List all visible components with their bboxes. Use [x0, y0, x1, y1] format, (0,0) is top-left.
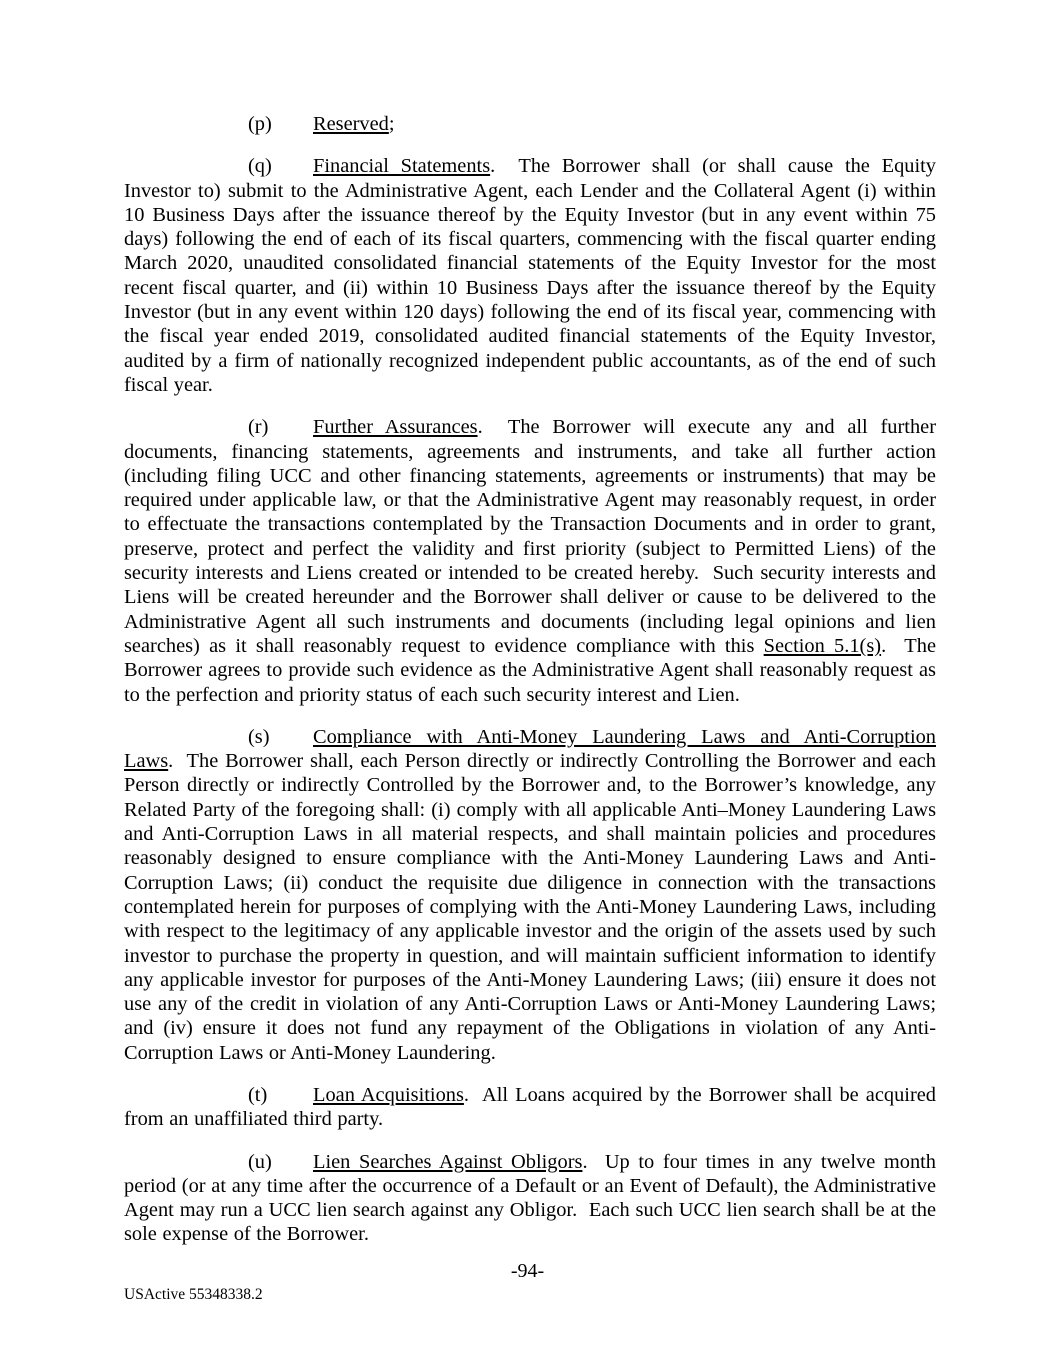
section-heading: Loan Acquisitions: [313, 1083, 464, 1106]
section-p: [124, 112, 936, 136]
section-heading: Further Assurances: [313, 416, 478, 439]
section-body: The Borrower will execute any and all further documents, financing statements, agreements and instruments, and take all further action (including filing UCC and other financing statements, agreements or instruments) that may be required under applicable law, or that the Administrative Agent may reasonably request, in order to effectuate the transactions contemplated by the Transaction Documents and in order to grant, preserve, protect and perfect the validity and first priority (subject to Permitted Liens) of the security interests and Liens created or intended to be created hereby. Such security interests and Liens will be created hereunder and the Borrower shall deliver or cause to be delivered to the Administrative Agent all such instruments and documents (including legal opinions and lien searches) as it shall reasonably request to evidence compliance with this: [124, 416, 936, 657]
document-body: [124, 112, 936, 1265]
section-heading-tail: .: [490, 155, 496, 178]
section-u: [124, 1150, 936, 1247]
section-marker: (r): [248, 416, 269, 439]
section-heading: Compliance with Anti-Money Laundering Laws and Anti-Corruption Laws: [124, 725, 936, 773]
section-t: [124, 1083, 936, 1132]
section-marker: (p): [248, 113, 272, 135]
section-heading: Financial Statements: [313, 155, 491, 178]
section-heading: Lien Searches Against Obligors: [313, 1150, 583, 1173]
section-body: The Borrower shall (or shall cause the Equity Investor to) submit to the Administrative Agent, each Lender and the Collateral Agent (i) within 10 Business Days after the issuance thereof by the Equity Investor (but in any event within 75 days) following the end of each of its fiscal quarters, commencing with the fiscal quarter ending March 2020, unaudited consolidated financial statements of the Equity Investor for the most recent fiscal quarter, and (ii) within 10 Business Days after the issuance thereof by the Equity Investor (but in any event within 120 days) following the end of its fiscal year, commencing with the fiscal year ended 2019, consolidated audited financial statements of the Equity Investor, audited by a firm of nationally recognized independent public accountants, as of the end of such fiscal year.: [124, 155, 936, 396]
section-body: All Loans acquired by the Borrower shall be acquired from an unaffiliated third party.: [124, 1083, 936, 1131]
document-id-stamp: USActive 55348338.2: [124, 1286, 263, 1303]
section-marker: (s): [248, 725, 270, 748]
section-marker: (t): [248, 1083, 268, 1106]
section-heading-tail: .: [477, 416, 483, 439]
section-r: [124, 415, 936, 707]
section-heading-tail: .: [168, 750, 174, 773]
section-heading-tail: .: [463, 1083, 470, 1106]
section-marker: (q): [248, 155, 272, 178]
section-body: The Borrower shall, each Person directly or indirectly Controlling the Borrower and each Person directly or indirectly Controlled by the Borrower and, to the Borrower’s knowledge, any Related Party of the foregoing shall: (i) comply with all applicable Anti–Money Laundering Laws and Anti-Corruption Laws in all material respects, and shall maintain policies and procedures reasonably designed to ensure compliance with the Anti-Money Laundering Laws and Anti-Corruption Laws; (ii) conduct the requisite due diligence in connection with the transactions contemplated herein for purposes of complying with the Anti-Money Laundering Laws, including with respect to the legitimacy of any applicable investor and the origin of the assets used by such investor to purchase the property in question, and will maintain sufficient information to identify any applicable investor for purposes of the Anti-Money Laundering Laws; (iii) ensure it does not use any of the credit in violation of any Anti-Corruption Laws or Anti-Money Laundering Laws; and (iv) ensure it does not fund any repayment of the Obligations in violation of any Anti-Corruption Laws or Anti-Money Laundering.: [124, 750, 936, 1064]
page-number: -94-: [510, 1260, 545, 1282]
section-body: Up to four times in any twelve month period (or at any time after the occurrence of a Default or an Event of Default), the Administrative Agent may run a UCC lien search against any Obligor. Each such UCC lien search shall be at the sole expense of the Borrower.: [124, 1150, 937, 1246]
section-heading-tail: .: [582, 1150, 588, 1173]
section-heading-tail: ;: [388, 113, 395, 135]
section-marker: (u): [248, 1150, 272, 1173]
section-cross-reference: Section 5.1(s): [763, 634, 882, 657]
section-q: [124, 154, 936, 397]
section-heading: Reserved: [313, 113, 389, 135]
section-body: . The Borrower agrees to provide such evidence as the Administrative Agent shall reasonably request as to the perfection and priority status of each such security interest and Lien.: [124, 634, 936, 706]
section-s: [124, 725, 936, 1065]
